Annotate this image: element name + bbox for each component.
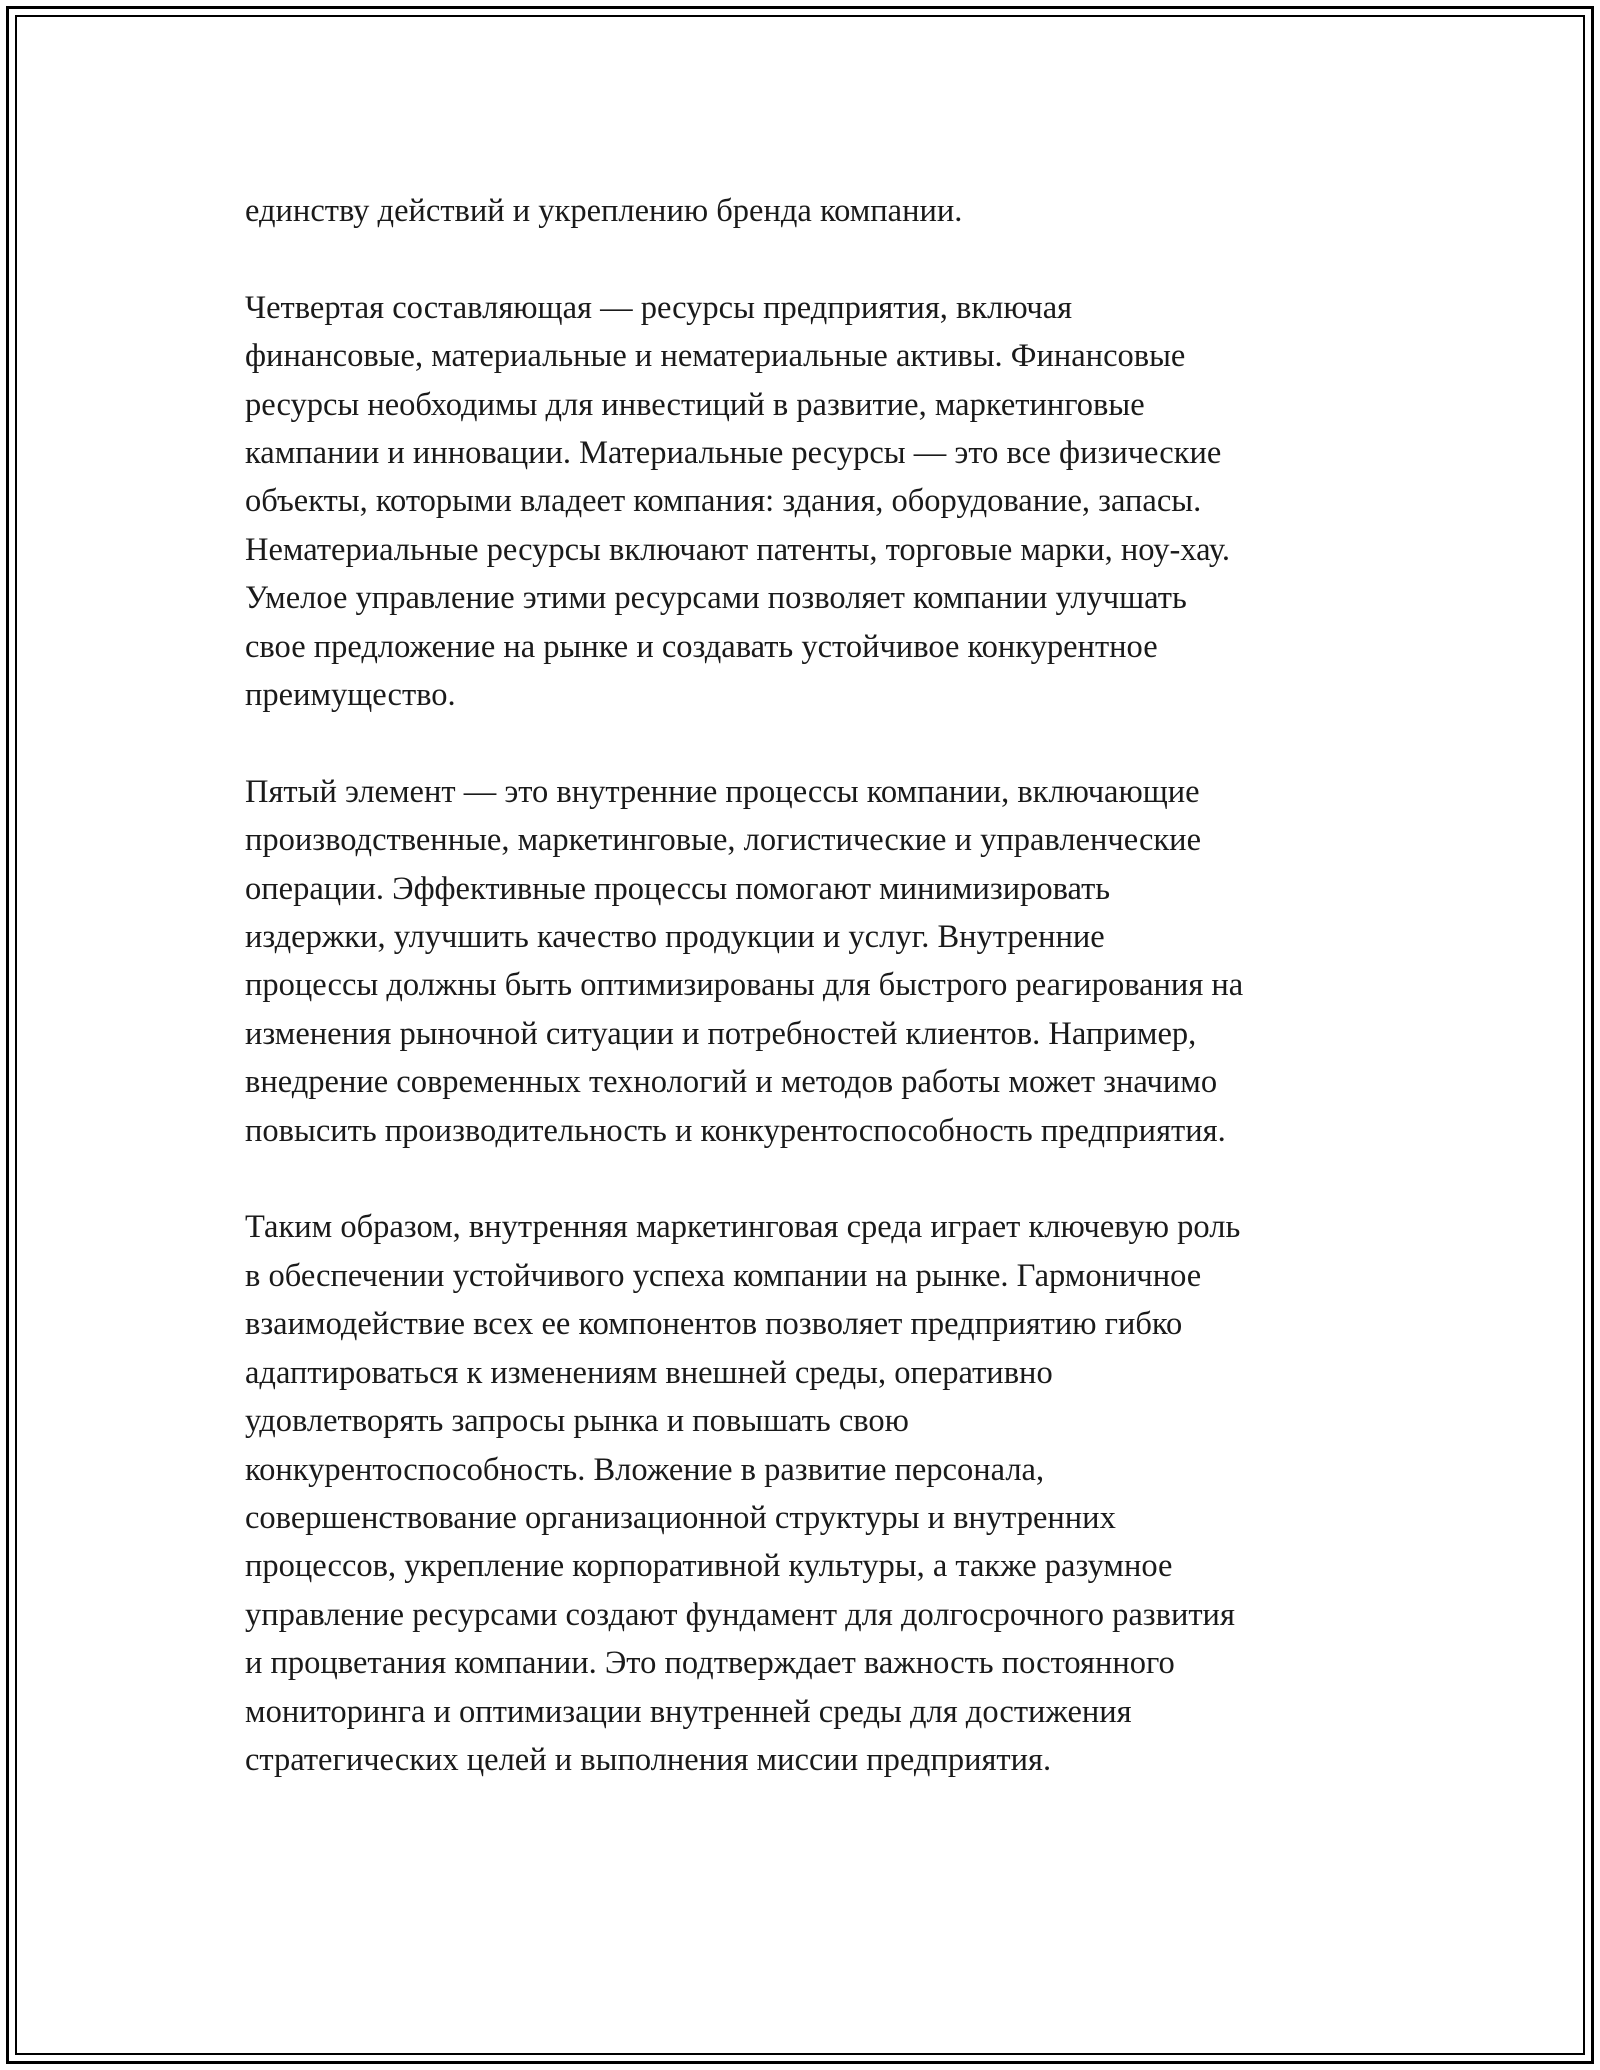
text-line: единству действий и укреплению бренда компании. bbox=[245, 193, 963, 229]
text-line: внедрение современных технологий и методов работы может значимо bbox=[245, 1064, 1218, 1101]
text-line: конкурентоспособность. Вложение в развитие персонала, bbox=[245, 1451, 1045, 1488]
text-line: производственные, маркетинговые, логистические и управленческие bbox=[245, 822, 1201, 859]
document-body bbox=[245, 187, 1405, 1833]
text-line: в обеспечении устойчивого успеха компании на рынке. Гармоничное bbox=[245, 1257, 1202, 1294]
text-line: издержки, улучшить качество продукции и услуг. Внутренние bbox=[245, 919, 1105, 956]
paragraph bbox=[245, 768, 1405, 1155]
text-line: взаимодействие всех ее компонентов позволяет предприятию гибко bbox=[245, 1306, 1183, 1343]
text-line: Нематериальные ресурсы включают патенты, торговые марки, ноу-хау. bbox=[245, 531, 1231, 568]
text-line: процессов, укрепление корпоративной культуры, а также разумное bbox=[245, 1548, 1173, 1585]
text-line: Пятый элемент — это внутренние процессы компании, включающие bbox=[245, 773, 1200, 810]
text-line: Умелое управление этими ресурсами позволяет компании улучшать bbox=[245, 580, 1187, 617]
text-line: адаптироваться к изменениям внешней среды, оперативно bbox=[245, 1354, 1053, 1391]
paragraph bbox=[245, 1203, 1405, 1784]
text-line: преимущество. bbox=[245, 677, 456, 714]
text-line: и процветания компании. Это подтверждает важность постоянного bbox=[245, 1645, 1175, 1682]
text-line: объекты, которыми владеет компания: здания, оборудование, запасы. bbox=[245, 483, 1202, 520]
text-line: стратегических целей и выполнения миссии предприятия. bbox=[245, 1741, 1052, 1778]
text-line: финансовые, материальные и нематериальные активы. Финансовые bbox=[245, 338, 1186, 375]
text-line: Таким образом, внутренняя маркетинговая среда играет ключевую роль bbox=[245, 1209, 1241, 1246]
text-line: свое предложение на рынке и создавать устойчивое конкурентное bbox=[245, 628, 1158, 665]
text-line: Четвертая составляющая — ресурсы предприятия, включая bbox=[245, 289, 1073, 326]
text-line: ресурсы необходимы для инвестиций в развитие, маркетинговые bbox=[245, 386, 1145, 423]
paragraph bbox=[245, 284, 1405, 720]
text-line: операции. Эффективные процессы помогают минимизировать bbox=[245, 870, 1111, 907]
text-line: кампании и инновации. Материальные ресурсы — это все физические bbox=[245, 435, 1222, 472]
text-line: процессы должны быть оптимизированы для быстрого реагирования на bbox=[245, 967, 1244, 1004]
page-frame bbox=[6, 6, 1594, 2064]
paragraph bbox=[245, 187, 1405, 235]
text-line: управление ресурсами создают фундамент для долгосрочного развития bbox=[245, 1596, 1235, 1633]
text-line: повысить производительность и конкурентоспособность предприятия. bbox=[245, 1112, 1226, 1149]
text-line: совершенствование организационной структуры и внутренних bbox=[245, 1499, 1116, 1536]
text-line: удовлетворять запросы рынка и повышать свою bbox=[245, 1403, 909, 1440]
text-line: мониторинга и оптимизации внутренней среды для достижения bbox=[245, 1693, 1132, 1730]
text-line: изменения рыночной ситуации и потребностей клиентов. Например, bbox=[245, 1015, 1197, 1052]
